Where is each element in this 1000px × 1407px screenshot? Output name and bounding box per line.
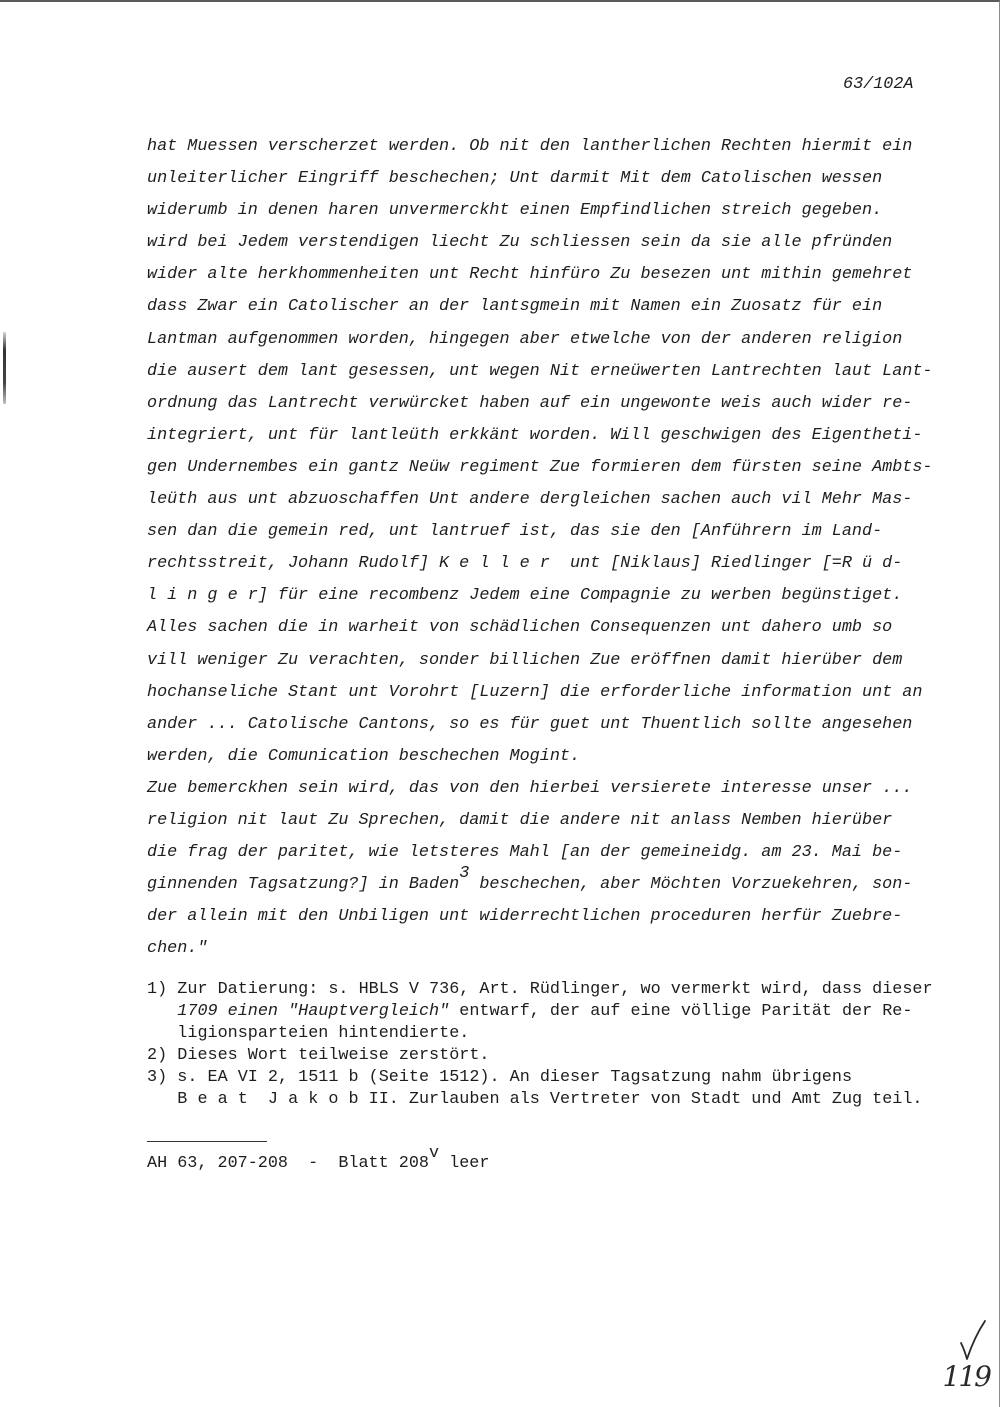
body-line: hochanseliche Stant unt Vorohrt [Luzern] die erforderliche information unt an [147,682,923,702]
body-line: Zue bemerckhen sein wird, das von den hierbei versierete interesse unser ... [147,778,913,798]
body-line: ordnung das Lantrecht verwürcket haben auf ein ungewonte weis auch wider re- [147,393,913,413]
footnote-ref-3: 3 [459,864,470,884]
body-line: gen Undernembes ein gantz Neüw regiment Zue formieren dem fürsten seine Ambts- [147,457,933,477]
body-line: wird bei Jedem verstendigen liecht Zu schliessen sein da sie alle pfründen [147,233,893,253]
body-line-text: beschechen, aber Möchten Vorzuekehren, son- [469,875,913,895]
footnote-line [177,1001,932,1023]
body-line: wider alte herkhommenheiten unt Recht hinfüro Zu besezen unt mithin gemehret [147,265,913,285]
body-line: chen." [147,939,208,959]
body-line: dass Zwar ein Catolischer an der lantsgmein mit Namen ein Zuosatz für ein [147,297,883,317]
body-line: l i n g e r] für eine recombenz Jedem eine Compagnie zu werben begünstiget. [147,586,903,606]
footnote-3 [147,1067,933,1111]
quoted-body-text [147,131,933,965]
body-line: integriert, unt für lantleüth erkkänt worden. Will geschwigen des Eigentheti- [147,425,923,445]
footnote-line: ligionsparteien hintendierte. [177,1024,470,1043]
footnote-2 [147,1045,933,1067]
footnote-marker: 3) [147,1068,168,1087]
footnote-line-italic-part: 1709 einen "Hauptvergleich" [177,1002,450,1021]
body-line: sen dan die gemein red, unt lantruef ist, das sie den [Anführern im Land- [147,522,883,542]
handwritten-folio-number: 119 [942,1360,990,1393]
body-line: Alles sachen die in warheit von schädlichen Consequenzen unt dahero umb so [147,618,893,638]
footnote-1 [147,979,933,1045]
archive-reference-text: AH 63, 207-208 - Blatt 208 [147,1154,429,1173]
footnote-line: Dieses Wort teilweise zerstört. [177,1046,490,1065]
margin-scan-mark [3,332,6,404]
body-line: werden, die Comunication beschechen Mogint. [147,746,581,766]
footnote-text [177,1067,922,1111]
archive-reference-superscript: v [428,1144,440,1163]
body-line: religion nit laut Zu Sprechen, damit die andere nit anlass Nemben hierüber [147,810,893,830]
body-line: hat Muessen verscherzet werden. Ob nit den lantherlichen Rechten hiermit ein [147,137,913,156]
body-line: der allein mit den Unbiligen unt widerrechtlichen proceduren herfür Zuebre- [147,907,903,927]
body-line-with-footnote-ref [147,864,933,901]
body-line: Lantman aufgenommen worden, hingegen aber etwelche von der anderen religion [147,329,903,349]
body-line-text: ginnenden Tagsatzung?] in Baden [147,875,460,895]
body-line: leüth aus unt abzuoschaffen Unt andere dergleichen sachen auch vil Mehr Mas- [147,490,913,510]
archive-reference-suffix: leer [439,1154,490,1173]
body-line: unleiterlicher Eingriff beschechen; Unt darmit Mit dem Catolischen wessen [147,169,883,189]
check-mark-icon [954,1318,990,1362]
footnote-line: s. EA VI 2, 1511 b (Seite 1512). An dieser Tagsatzung nahm übrigens [177,1068,853,1087]
body-line: die ausert dem lant gesessen, unt wegen Nit erneüwerten Lantrechten laut Lant- [147,361,933,381]
separator-rule [147,1141,267,1142]
footnote-marker: 1) [147,980,168,999]
archive-reference [147,1144,490,1176]
footnote-line: Zur Datierung: s. HBLS V 736, Art. Rüdlinger, wo vermerkt wird, dass dieser [177,980,933,999]
footnotes [147,979,933,1111]
page-number: 63/102A [843,75,914,94]
body-line: widerumb in denen haren unvermerckht einen Empfindlichen streich gegeben. [147,201,883,221]
body-line: ander ... Catolische Cantons, so es für guet unt Thuentlich sollte angesehen [147,714,913,734]
footnote-text [177,1045,489,1067]
body-line: die frag der paritet, wie letsteres Mahl [an der gemeineidg. am 23. Mai be- [147,843,903,863]
body-line: rechtsstreit, Johann Rudolf] K e l l e r unt [Niklaus] Riedlinger [=R ü d- [147,554,903,574]
footnote-line: B e a t J a k o b II. Zurlauben als Vertreter von Stadt und Amt Zug teil. [177,1090,923,1109]
footnote-marker: 2) [147,1046,168,1065]
footnote-line-rest: entwarf, der auf eine völlige Parität der Re- [449,1002,913,1021]
body-line: vill weniger Zu verachten, sonder billichen Zue eröffnen damit hierüber dem [147,650,903,670]
footnote-text [177,979,932,1045]
